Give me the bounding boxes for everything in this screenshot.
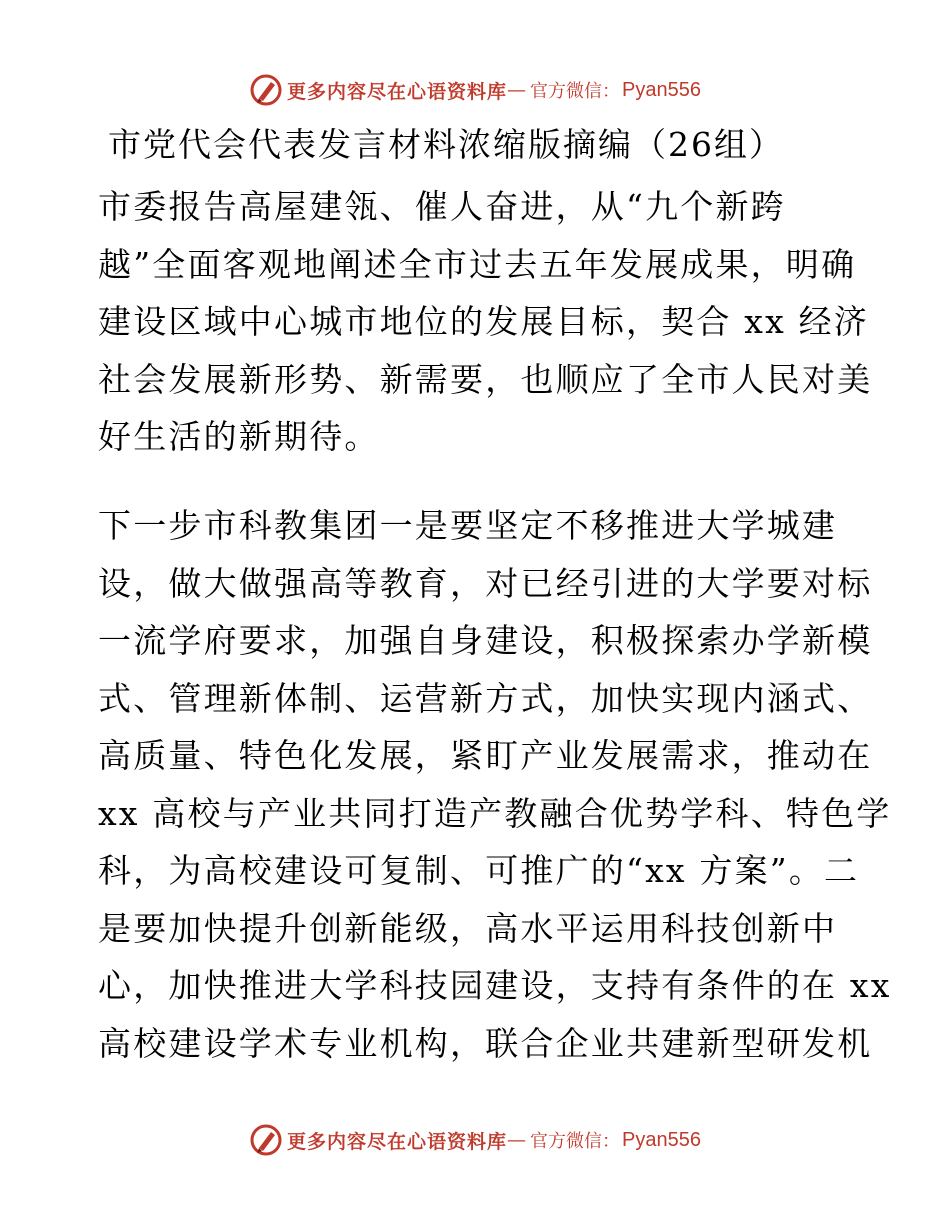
watermark-contact-label: 官方微信： bbox=[530, 81, 621, 102]
paragraph-line: 好生活的新期待。 bbox=[98, 417, 380, 456]
paragraph-line: 下一步市科教集团一是要坚定不移推进大学城建 bbox=[98, 506, 838, 545]
pen-logo-icon bbox=[249, 1123, 283, 1157]
header-watermark bbox=[0, 70, 950, 110]
paragraph-line: 科，为高校建设可复制、可推广的“xx 方案”。二 bbox=[98, 851, 860, 890]
paragraph-line: 建设区域中心城市地位的发展目标，契合 xx 经济 bbox=[98, 302, 870, 341]
paragraph-line: 高质量、特色化发展，紧盯产业发展需求，推动在 bbox=[98, 736, 873, 775]
watermark-contact-id: Pyan556 bbox=[622, 78, 701, 101]
paragraph-line: 是要加快提升创新能级，高水平运用科技创新中 bbox=[98, 908, 838, 948]
paragraph-line: 设，做大做强高等教育，对已经引进的大学要对标 bbox=[98, 563, 873, 603]
watermark-brand-text: 更多内容尽在心语资料库 bbox=[287, 1130, 508, 1153]
paragraph-line: 高校建设学术专业机构，联合企业共建新型研发机 bbox=[98, 1023, 873, 1063]
paragraph-line: 一流学府要求，加强自身建设，积极探索办学新模 bbox=[98, 621, 873, 660]
paragraph-line: 社会发展新形势、新需要，也顺应了全市人民对美 bbox=[98, 359, 873, 399]
watermark-contact-id: Pyan556 bbox=[622, 1128, 701, 1151]
watermark-brand-text: 更多内容尽在心语资料库 bbox=[287, 80, 508, 103]
pen-logo-icon bbox=[249, 73, 283, 107]
paragraph-line: xx 高校与产业共同打造产教融合优势学科、特色学 bbox=[98, 793, 892, 833]
paragraph-line: 市委报告高屋建瓴、催人奋进，从“九个新跨 bbox=[98, 187, 786, 226]
footer-watermark bbox=[0, 1120, 950, 1160]
watermark-contact-label: 官方微信： bbox=[530, 1131, 621, 1152]
paragraph-line: 式、管理新体制、运营新方式，加快实现内涵式、 bbox=[98, 678, 873, 718]
paragraph-line: 越”全面客观地阐述全市过去五年发展成果，明确 bbox=[98, 244, 857, 284]
document-title: 市党代会代表发言材料浓缩版摘编（26组） bbox=[108, 125, 784, 164]
paragraph-2 bbox=[98, 497, 892, 1072]
watermark-separator: — bbox=[507, 79, 527, 101]
paragraph-1 bbox=[98, 178, 873, 466]
paragraph-line: 心，加快推进大学科技园建设，支持有条件的在 xx bbox=[98, 966, 892, 1005]
watermark-separator: — bbox=[507, 1129, 527, 1151]
